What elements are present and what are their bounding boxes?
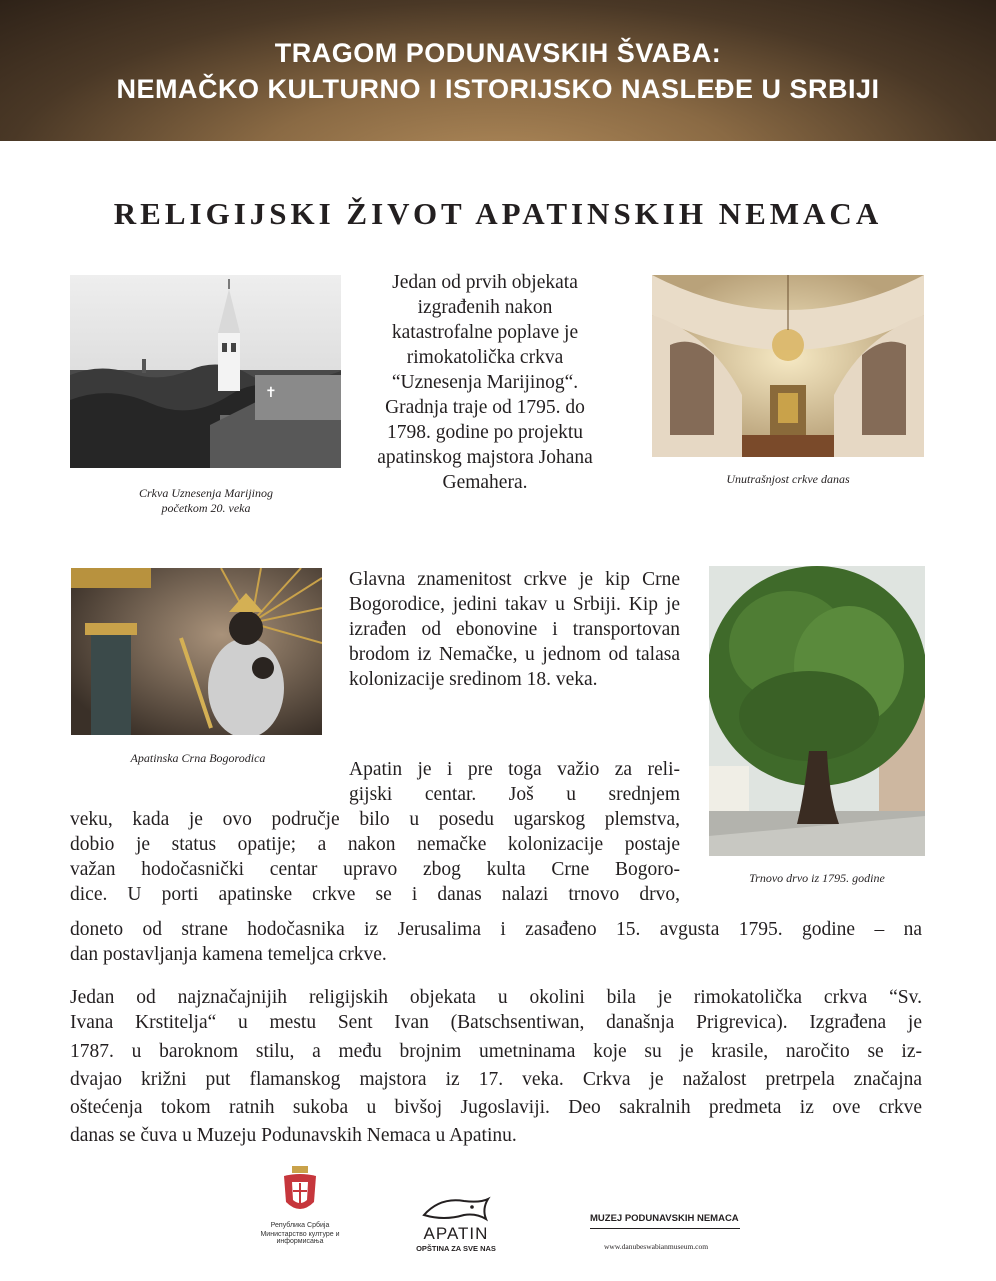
apatin-name: APATIN — [423, 1224, 489, 1243]
paragraph-3-line-8: dan postavljanja kamena temeljca crkve. — [70, 944, 387, 965]
paragraph-4-line-5: oštećenja tokom ratnih sukoba u bivšoj Jugoslaviji. Deo sakralnih predmeta iz ove crkve — [70, 1097, 922, 1118]
caption-interior: Unutrašnjost crkve danas — [726, 472, 850, 486]
paragraph-3-line-7: doneto od strane hodočasnika iz Jerusalima i zasađeno 15. avgusta 1795. godine – na — [70, 919, 922, 940]
apatin-slogan: OPŠTINA ZA SVE NAS — [416, 1244, 496, 1253]
banner-title-line-2: NEMAČKO KULTURNO I ISTORIJSKO NASLEĐE U SRBIJI — [116, 73, 880, 104]
museum-name: MUZEJ PODUNAVSKIH NEMACA — [590, 1213, 739, 1224]
museum-url: www.danubeswabianmuseum.com — [604, 1242, 709, 1251]
serbia-ministry-label: Министарство културе и информисања — [260, 1231, 340, 1245]
paragraph-4-line-1: Jedan od najznačajnijih religijskih objekata u okolini bila je rimokatolička crkva “Sv. — [70, 987, 922, 1008]
serbia-republic-label: Република Србија — [270, 1222, 330, 1229]
photo-church-old — [70, 275, 341, 468]
paragraph-black-madonna: Glavna znamenitost crkve je kip Crne Bogorodice, jedini takav u Srbiji. Kip je izrađen od ebonovine i transportovan brodom iz Nemačke, u jednom od talasa kolonizacije sredinom 18. veka. — [349, 569, 680, 690]
paragraph-4-line-4: dvajao križni put flamanskog majstora iz 17. veka. Crkva je nažalost pretrpela značajna — [70, 1069, 922, 1090]
svg-text:✝: ✝ — [265, 385, 277, 401]
caption-church-old: Crkva Uznesenja Marijinog početkom 20. veka — [139, 486, 273, 515]
page-title: RELIGIJSKI ŽIVOT APATINSKIH NEMACA — [113, 196, 883, 231]
photo-church-interior — [652, 275, 924, 457]
header-banner — [0, 0, 996, 141]
photo-thorn-tree — [709, 566, 925, 856]
paragraph-4-line-2: Ivana Krstitelja“ u mestu Sent Ivan (Batschsentiwan, današnja Prigrevica). Izgrađena je — [70, 1012, 922, 1033]
paragraph-4-line-6: danas se čuva u Muzeju Podunavskih Nemaca u Apatinu. — [70, 1125, 517, 1146]
serbia-coat-of-arms-logo — [280, 1166, 320, 1218]
photo-black-madonna — [71, 568, 322, 735]
paragraph-3-line-5: važan hodočasnički centar upravo zbog kulta Crne Bogoro- — [70, 859, 680, 880]
caption-tree: Trnovo drvo iz 1795. godine — [749, 871, 885, 885]
caption-madonna: Apatinska Crna Bogorodica — [130, 751, 266, 765]
apatin-fish-logo — [420, 1195, 492, 1223]
paragraph-3-line-1: Apatin je i pre toga važio za reli- — [349, 759, 680, 780]
banner-title-line-1: TRAGOM PODUNAVSKIH ŠVABA: — [274, 37, 722, 68]
paragraph-3-line-6: dice. U porti apatinske crkve se i danas nalazi trnovo drvo, — [70, 884, 680, 905]
museum-divider — [590, 1228, 740, 1229]
paragraph-church-history: Jedan od prvih objekata izgrađenih nakon katastrofalne poplave je rimokatolička crkva “Uznesenja Marijinog“. Gradnja traje od 1795. do 1798. godine po projektu apatinskog majstora Johana Gemahera. — [377, 272, 593, 493]
paragraph-3-line-2: gijski centar. Još u srednjem — [349, 784, 680, 805]
paragraph-3-line-3: veku, kada je ovo područje bilo u posedu ugarskog plemstva, — [70, 809, 680, 830]
paragraph-3-line-4: dobio je status opatije; a nakon nemačke kolonizacije postaje — [70, 834, 680, 855]
paragraph-4-line-3: 1787. u baroknom stilu, a među brojnim umetninama koje su je krasile, naročito se iz- — [70, 1041, 922, 1062]
